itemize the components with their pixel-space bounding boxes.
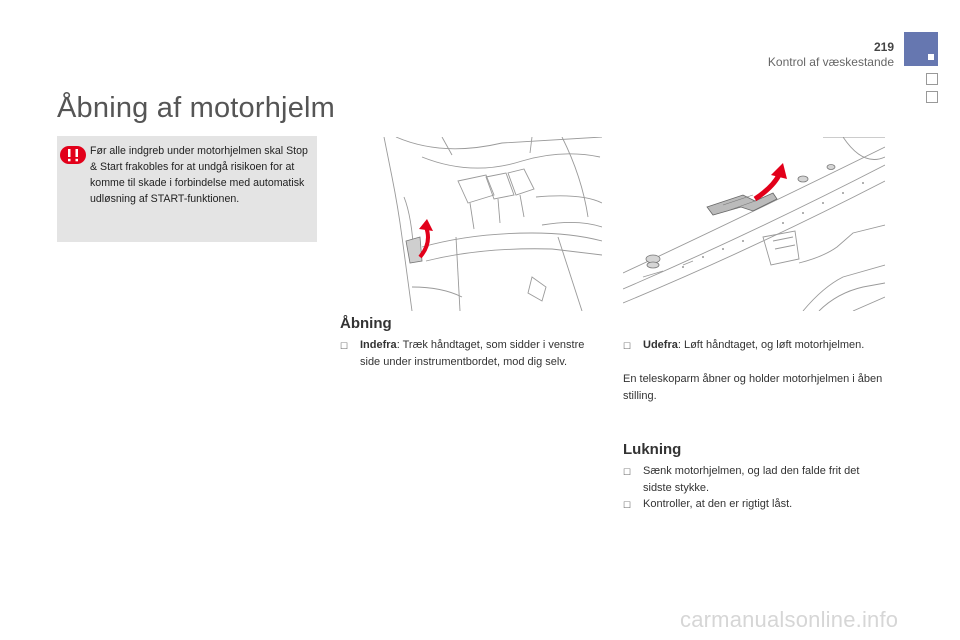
tab-marker-2 [926,91,938,103]
closing-heading: Lukning [623,441,682,458]
tab-dot [928,54,934,60]
inside-text: : Træk håndtaget, som sidder i venstre side under instrumentbordet, mod dig selv. [360,339,585,368]
interior-release-illustration [382,137,602,311]
closing-step-2 [623,496,885,514]
page-title: Åbning af motorhjelm [57,92,336,124]
telescope-note: En teleskoparm åbner og holder motorhjelmen i åben stilling. [623,373,883,402]
section-title: Kontrol af væskestande [767,55,894,69]
chapter-tab[interactable] [904,32,938,66]
opening-heading: Åbning [340,315,392,332]
checkbox-bullet-icon: ☐ [340,341,349,351]
outside-text: : Løft håndtaget, og løft motorhjelmen. [677,339,865,351]
warning-text: Før alle indgreb under motorhjelmen skal Stop & Start frakobles for at undgå risikoen for at komme til skade i forbindelse med automatisk udløsning af START-funktionen. [90,145,308,205]
inside-label: Indefra [360,339,397,351]
checkbox-bullet-icon: ☐ [623,467,632,477]
closing-step-1-text: Sænk motorhjelmen, og lad den falde frit det sidste stykke. [643,465,860,494]
page-number: 219 [873,40,894,54]
watermark: carmanualsonline.info [680,607,899,632]
opening-inside-instruction [340,337,598,371]
opening-outside-instruction [623,337,881,355]
outside-label: Udefra [643,339,678,351]
closing-step-2-text: Kontroller, at den er rigtigt låst. [643,498,793,510]
closing-step-1 [623,463,885,497]
warning-icon [60,146,86,164]
warning-box [57,136,317,242]
checkbox-bullet-icon: ☐ [623,500,632,510]
checkbox-bullet-icon: ☐ [623,341,632,351]
tab-marker-1 [926,73,938,85]
exterior-release-illustration [623,137,885,311]
